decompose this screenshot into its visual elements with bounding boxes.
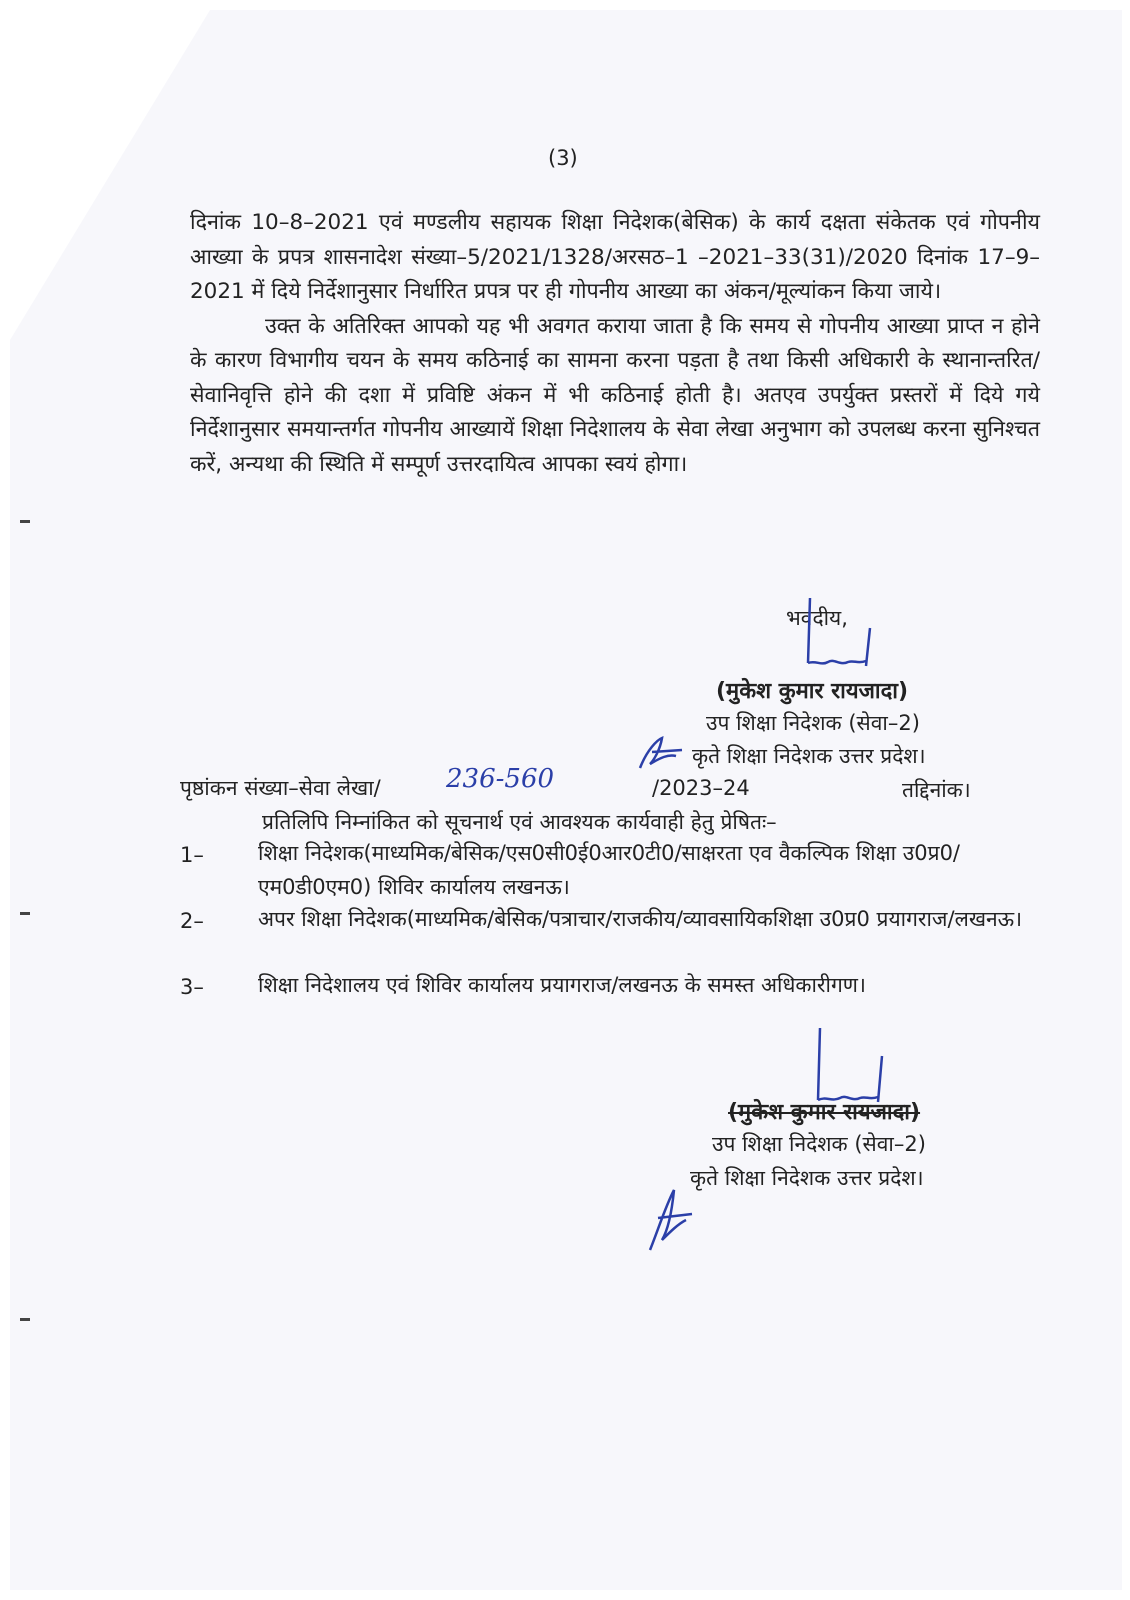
handwritten-initials xyxy=(640,1180,700,1255)
paragraph-1: दिनांक 10–8–2021 एवं मण्डलीय सहायक शिक्षा निदेशक(बेसिक) के कार्य दक्षता संकेतक एवं गोपनीय आख्या के प्रपत्र शासनादेश संख्या–5/2021/1328/अरसठ–1 –2021–33(31)/2020 दिनांक 17–9–2021 में दिये निर्देशानुसार निर्धारित प्रपत्र पर ही गोपनीय आख्या का अंकन/मूल्यांकन किया जाये। xyxy=(190,210,1040,304)
handwritten-endorsement-number: 236-560 xyxy=(446,764,555,794)
scan-mark xyxy=(20,912,30,915)
list-item-text: शिक्षा निदेशक(माध्यमिक/बेसिक/एस0सी0ई0आर0टी0/साक्षरता एव वैकल्पिक शिक्षा उ0प्र0/एम0डी0एम0) शिविर कार्यालय लखनऊ। xyxy=(258,841,961,899)
folded-corner xyxy=(10,10,210,340)
list-item-number: 2– xyxy=(180,909,204,933)
page-number: (3) xyxy=(548,146,578,170)
closing-salutation: भवदीय, xyxy=(786,606,848,630)
endorsement-intro: प्रतिलिपि निम्नांकित को सूचनार्थ एवं आवश्यक कार्यवाही हेतु प्रेषितः– xyxy=(262,810,777,834)
signatory-on-behalf: कृते शिक्षा निदेशक उत्तर प्रदेश। xyxy=(692,744,926,768)
endorsement-year: /2023–24 xyxy=(652,776,750,800)
signatory-designation: उप शिक्षा निदेशक (सेवा–2) xyxy=(706,711,920,735)
endorsement-date: तद्दिनांक। xyxy=(902,778,971,802)
signatory-on-behalf: कृते शिक्षा निदेशक उत्तर प्रदेश। xyxy=(690,1166,924,1190)
signatory-name: (मुकेश कुमार रायजादा) xyxy=(716,679,909,704)
paragraph-2: उक्त के अतिरिक्त आपको यह भी अवगत कराया जाता है कि समय से गोपनीय आख्या प्राप्त न होने के कारण विभागीय चयन के समय कठिनाई का सामना करना पड़ता है तथा किसी अधिकारी के स्थानान्तरित/सेवानिवृत्ति होने की दशा में प्रविष्टि अंकन में भी कठिनाई होती है। अतएव उपर्युक्त प्रस्तरों में दिये गये निर्देशानुसार समयान्तर्गत गोपनीय आख्यायें शिक्षा निदेशालय के सेवा लेखा अनुभाग को उपलब्ध करना सुनिश्चत करें, अन्यथा की स्थिति में सम्पूर्ण उत्तरदायित्व आपका स्वयं होगा। xyxy=(190,313,1040,477)
signatory-name: (मुकेश कुमार रायजादा) xyxy=(728,1100,921,1125)
scan-mark xyxy=(20,520,30,523)
scan-mark xyxy=(20,1318,30,1321)
letter-body xyxy=(190,206,1040,482)
handwritten-signature xyxy=(796,588,886,673)
list-item-text: शिक्षा निदेशालय एवं शिविर कार्यालय प्रयागराज/लखनऊ के समस्त अधिकारीगण। xyxy=(258,973,866,997)
endorsement-label: पृष्ठांकन संख्या–सेवा लेखा/ xyxy=(180,776,381,800)
list-item-number: 3– xyxy=(180,975,204,999)
list-item-text: अपर शिक्षा निदेशक(माध्यमिक/बेसिक/पत्राचार/राजकीय/व्यावसायिकशिक्षा उ0प्र0 प्रयागराज/लखनऊ। xyxy=(258,907,1023,931)
handwritten-initials xyxy=(632,730,692,775)
signatory-designation: उप शिक्षा निदेशक (सेवा–2) xyxy=(712,1132,926,1156)
list-item-number: 1– xyxy=(180,843,204,867)
